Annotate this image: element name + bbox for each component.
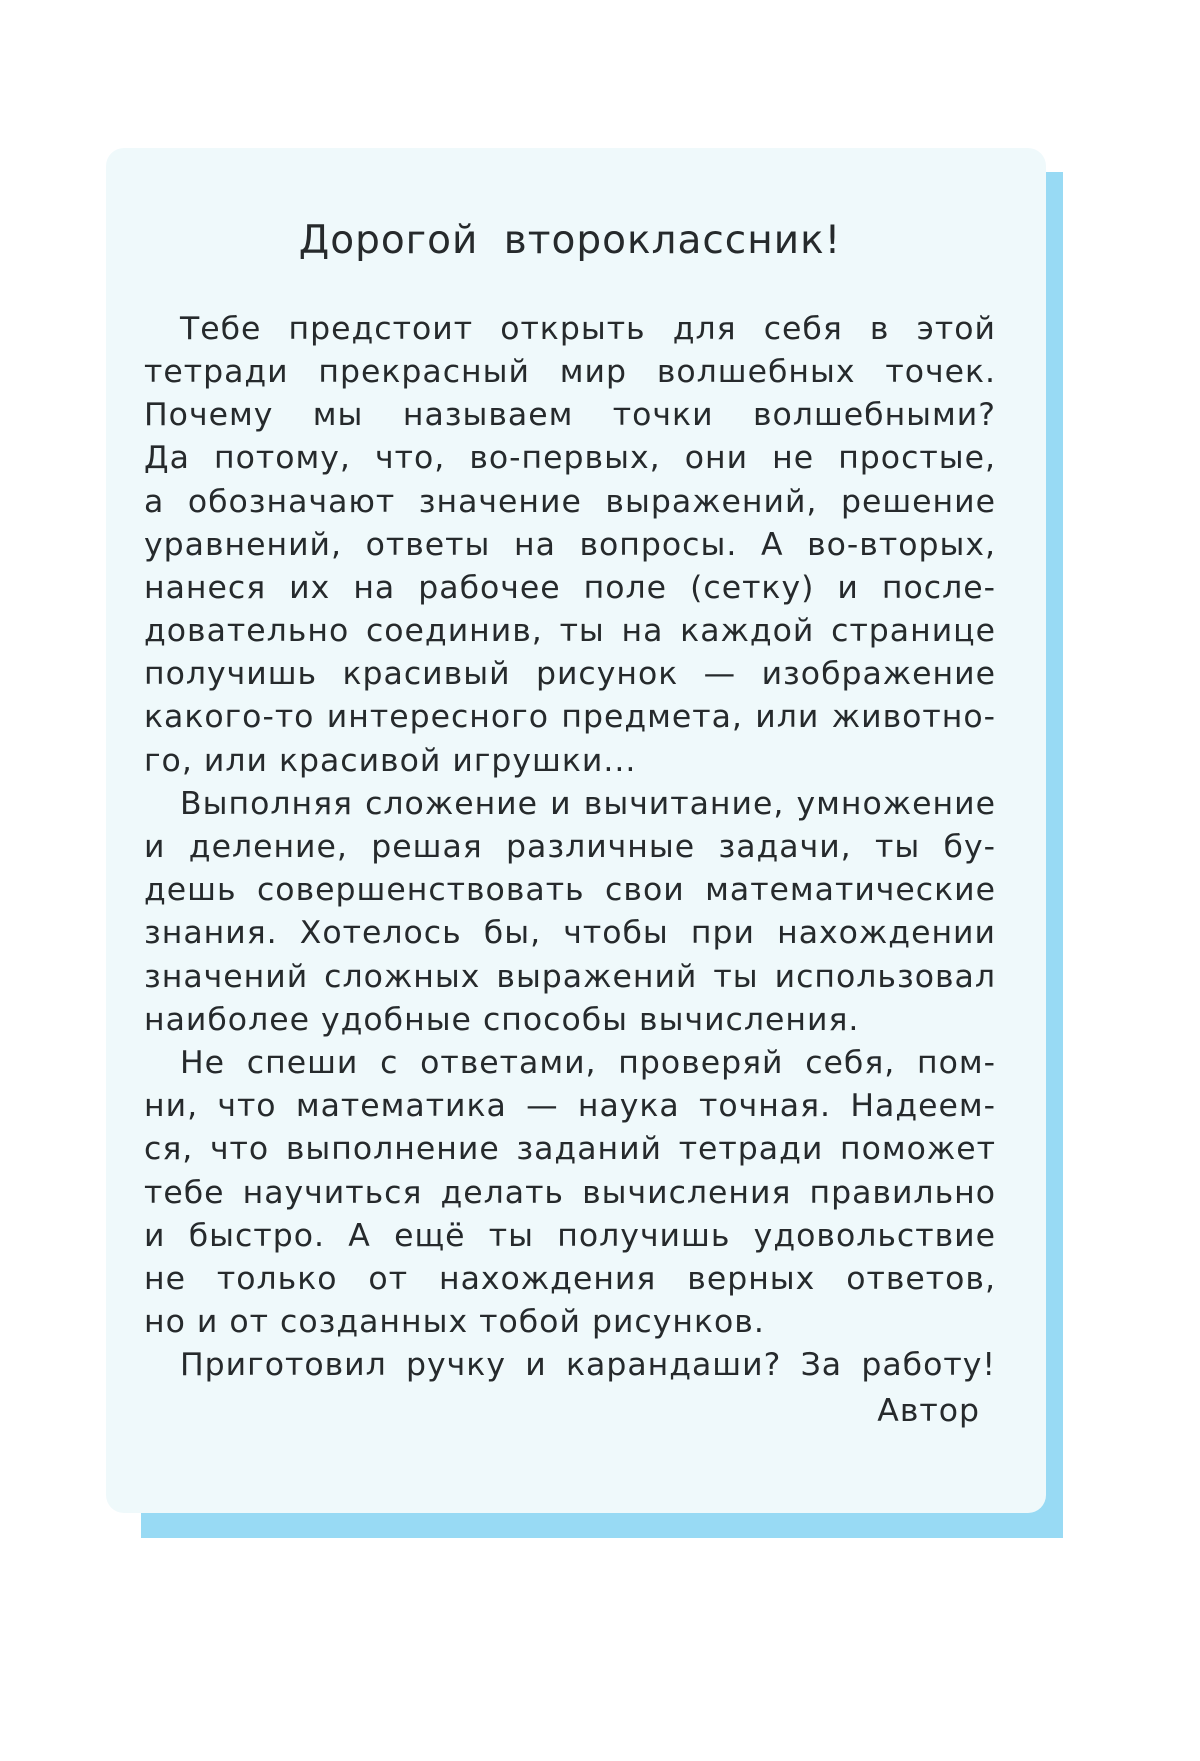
text-line: знания. Хотелось бы, чтобы при нахождении — [144, 915, 996, 952]
text-line: а обозначают значение выражений, решение — [144, 483, 996, 520]
text-line: нанеся их на рабочее поле (сетку) и после- — [144, 569, 996, 606]
text-line: и деление, решая различные задачи, ты бу- — [144, 829, 996, 866]
text-line: Почему мы называем точки волшебными? — [144, 397, 996, 434]
text-line: ни, что математика — наука точная. Надеем- — [144, 1088, 996, 1125]
text-line: Да потому, что, во-первых, они не простые, — [144, 440, 996, 477]
letter-body — [144, 308, 996, 1388]
text-line: ся, что выполнение заданий тетради поможет — [144, 1131, 996, 1168]
text-line: тебе научиться делать вычисления правильно — [144, 1174, 996, 1211]
text-line: Не спеши с ответами, проверяй себя, пом- — [180, 1044, 996, 1081]
text-line: получишь красивый рисунок — изображение — [144, 656, 996, 693]
text-line: Выполняя сложение и вычитание, умножение — [180, 785, 996, 822]
letter-card — [106, 148, 1046, 1513]
text-line: наиболее удобные способы вычисления. — [144, 1001, 860, 1038]
text-line: тетради прекрасный мир волшебных точек. — [144, 353, 996, 390]
text-line: но и от созданных тобой рисунков. — [144, 1304, 765, 1341]
text-line: довательно соединив, ты на каждой странице — [144, 613, 996, 650]
text-line: и быстро. А ещё ты получишь удовольствие — [144, 1217, 996, 1254]
text-line: го, или красивой игрушки... — [144, 742, 637, 779]
text-line: какого-то интересного предмета, или животно- — [144, 699, 996, 736]
text-line: дешь совершенствовать свои математические — [144, 872, 996, 909]
page-title: Дорогой второклассник! — [298, 218, 842, 263]
text-line: значений сложных выражений ты использовал — [144, 958, 996, 995]
text-line: Приготовил ручку и карандаши? За работу! — [180, 1347, 996, 1384]
text-line: Тебе предстоит открыть для себя в этой — [180, 310, 996, 347]
text-line: не только от нахождения верных ответов, — [144, 1260, 996, 1297]
text-line: уравнений, ответы на вопросы. А во-вторых, — [144, 526, 996, 563]
author-signature: Автор — [877, 1393, 980, 1430]
